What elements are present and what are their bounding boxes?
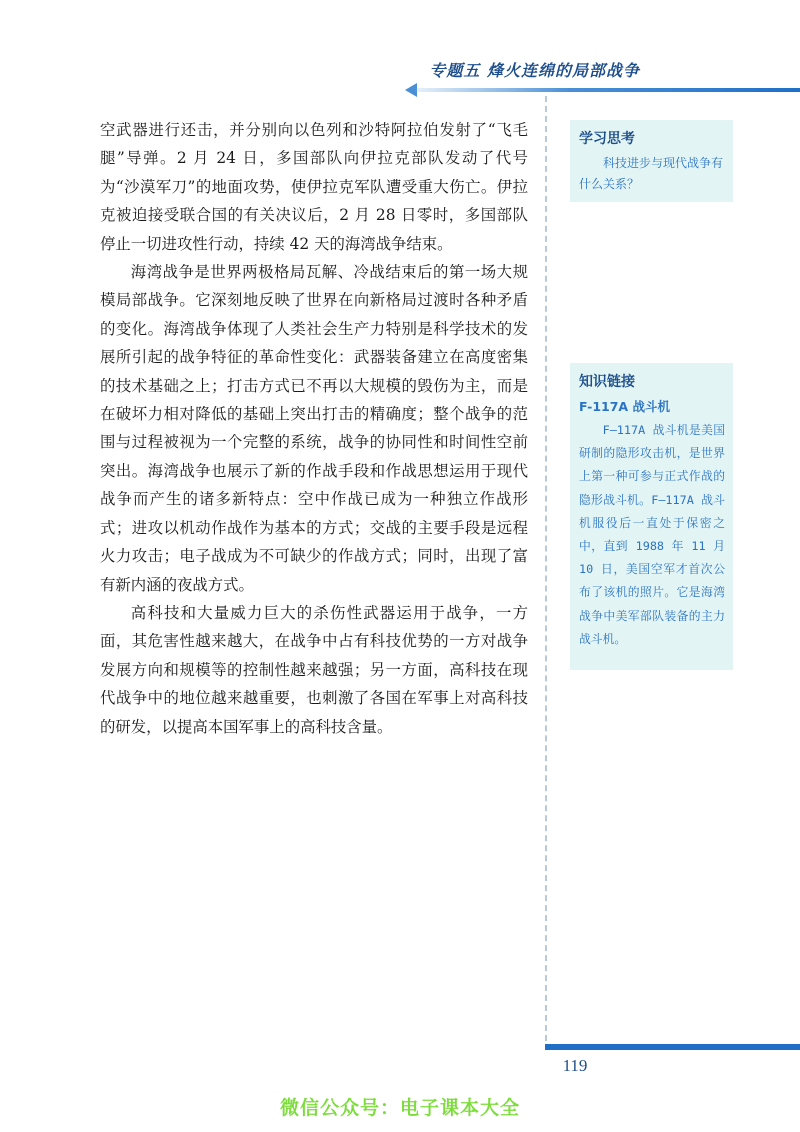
body-paragraph: 空武器进行还击，并分别向以色列和沙特阿拉伯发射了“飞毛腿”导弹。2 月 24 日，多国部队向伊拉克部队发动了代号为“沙漠军刀”的地面攻势，使伊拉克军队遭受重大伤亡。伊拉克被迫接受联合国的有关决议后，2 月 28 日零时，多国部队停止一切进攻性行动，持续 42 天的海湾战争结束。 <box>100 121 528 253</box>
knowledge-link-subheading: F-117A 战斗机 <box>579 399 670 414</box>
body-paragraph: 高科技和大量威力巨大的杀伤性武器运用于战争，一方面，其危害性越来越大，在战争中占有科技优势的一方对战争发展方向和规模等的控制性越来越强；另一方面，高科技在现代战争中的地位越来越重要，也刺激了各国在军事上对高科技的研发，以提高本国军事上的高科技含量。 <box>100 603 528 736</box>
study-think-box <box>570 120 733 202</box>
body-paragraph: 海湾战争是世界两极格局瓦解、冷战结束后的第一场大规模局部战争。它深刻地反映了世界在向新格局过渡时各种矛盾的变化。海湾战争体现了人类社会生产力特别是科学技术的发展所引起的战争特征的革命性变化：武器装备建立在高度密集的技术基础之上；打击方式已不再以大规模的毁伤为主，而是在破坏力相对降低的基础上突出打击的精确度；整个战争的范围与过程被视为一个完整的系统，战争的协同性和时间性空前突出。海湾战争也展示了新的作战手段和作战思想运用于现代战争而产生的诸多新特点：空中作战已成为一种独立作战形式；进攻以机动作战作为基本的方式；交战的主要手段是远程火力攻击；电子战成为不可缺少的作战方式；同时，出现了富有新内涵的夜战方式。 <box>100 263 528 594</box>
knowledge-link-text: F–117A 战斗机是美国研制的隐形攻击机，是世界上第一种可参与正式作战的隐形战斗机。F–117A 战斗机服役后一直处于保密之中，直到 1988 年 11 月 10 日，美国空军才首次公布了该机的照片。它是海湾战争中美军部队装备的主力战斗机。 <box>579 423 725 646</box>
page-number: 119 <box>562 1056 588 1075</box>
margin-divider <box>545 96 547 1041</box>
watermark-text: 微信公众号：电子课本大全 <box>279 1097 520 1119</box>
study-think-heading: 学习思考 <box>579 131 635 147</box>
header-rule <box>415 88 800 92</box>
main-text-column <box>100 116 528 741</box>
knowledge-link-box <box>570 363 733 670</box>
chapter-header-title: 专题五 烽火连绵的局部战争 <box>429 61 640 80</box>
footer-rule <box>545 1044 800 1050</box>
knowledge-link-heading: 知识链接 <box>579 374 635 390</box>
study-think-question: 科技进步与现代战争有什么关系？ <box>579 156 724 191</box>
